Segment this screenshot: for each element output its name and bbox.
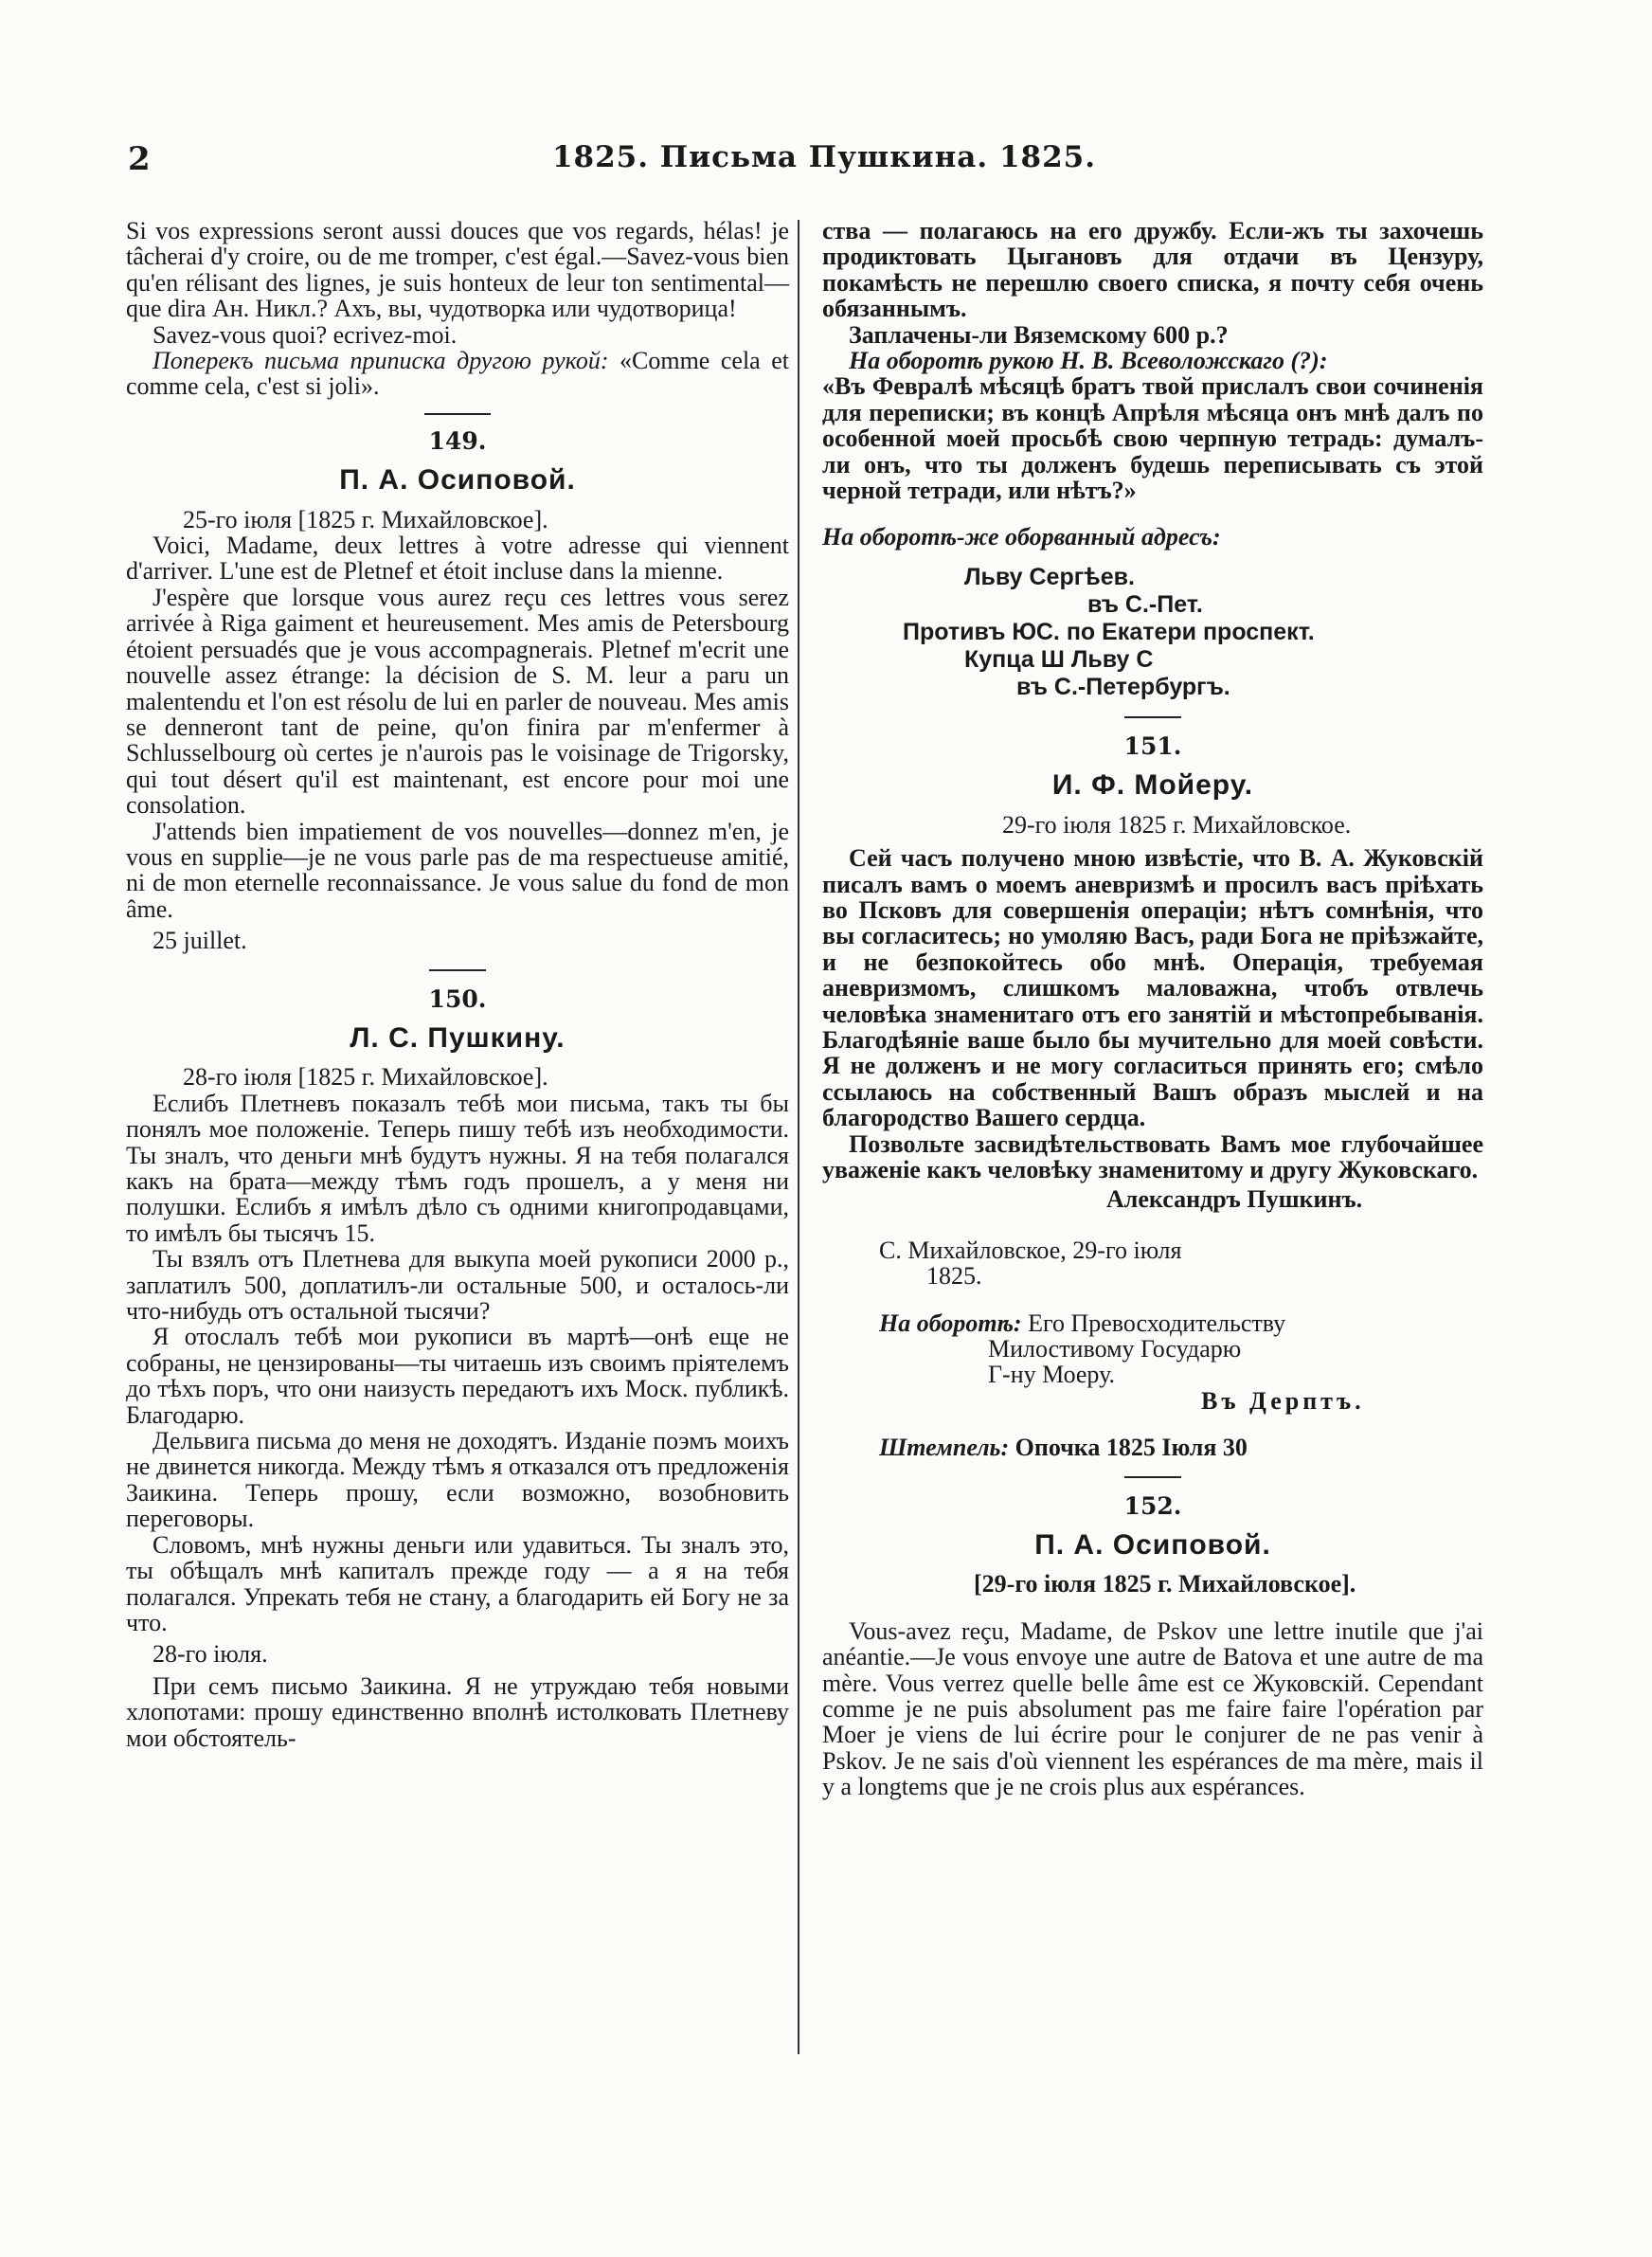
column-divider	[798, 220, 799, 2054]
letter-number: 150.	[428, 984, 487, 1013]
letter-signature: Александръ Пушкинъ.	[1106, 1185, 1363, 1214]
address-line: въ С.-Петербургъ.	[1016, 673, 1230, 700]
torn-address	[822, 564, 1483, 701]
letter-paragraph: Сей часъ получено мною извѣстіе, что В. А. Жуковскій писалъ вамъ о моемъ аневризмѣ и просилъ васъ пріѣхать во Псковъ для совершенія операціи; нѣтъ сомнѣнія, что вы согласитесь; но умоляю Васъ, ради Бога не пріѣзжайте, и не безпокойтесь обо мнѣ. Операція, требуемая аневризмомъ, слишкомъ маловажна, чтобъ отвлечь человѣка знаменитаго отъ его занятій и мѣстопребыванія. Благодѣяніе ваше было бы мучительно для моей совѣсти. Я не долженъ и не могу согласиться принять его; смѣло ссылаюсь на собственный Вашъ образъ мыслей и на благородство Вашего сердца.	[822, 844, 1483, 1132]
letter-number: 152.	[1123, 1491, 1182, 1520]
address-label: На оборотѣ:	[879, 1309, 1022, 1337]
letter-number: 151.	[1123, 731, 1182, 760]
letter-addressee: П. А. Осиповой.	[339, 464, 576, 497]
letter-paragraph: J'attends bien impatiement de vos nouvelles—donnez m'en, je vous en supplie—je ne vous parle pas de ma respectueuse amitié, ni de mon eternelle reconnaissance. Je vous salue du fond de mon âme.	[126, 817, 789, 923]
address-line: Льву Сергѣев.	[964, 563, 1135, 590]
address-line: въ С.-Пет.	[1087, 590, 1203, 618]
place-date: С. Михайловское, 29-го іюля	[879, 1236, 1182, 1264]
postmark-label: Штемпель:	[879, 1434, 1010, 1462]
letter-paragraph: Дельвига письма до меня не доходятъ. Изданіе поэмъ моихъ не двинется никогда. Между тѣмъ я отказался отъ предложенія Заикина. Теперь прошу, если возможно, возобновить переговоры.	[126, 1427, 789, 1533]
address-line: Купца Ш Льву С	[964, 645, 1154, 673]
address-line: Милостивому Государю	[988, 1335, 1242, 1363]
letter-151	[822, 733, 1483, 1461]
running-title: 1825. Письма Пушкина. 1825.	[551, 140, 1097, 174]
address-line: Въ Дерптъ.	[1201, 1386, 1365, 1415]
margin-note-text: «Въ Февралѣ мѣсяцѣ братъ твой прислалъ свои сочиненія для переписки; въ концѣ Апрѣля мѣсяца онъ мнѣ далъ по особенной моей просьбѣ свою черпную тетрадь: думалъ-ли онъ, что ты долженъ будешь переписывать съ этой черной тетради, или нѣтъ?»	[822, 372, 1483, 505]
letter-paragraph: Vous-avez reçu, Madame, de Pskov une lettre inutile que j'ai anéantie.—Je vous envoye une autre de Batova et une autre de ma mère. Vous verrez quelle belle âme est ce Жуковскій. Cependant comme je ne puis absolument pas me faire faire l'opération par Moer je viens de lui écrire pour le conjurer de ne pas venir à Pskov. Je ne sais d'où viennent les espérances de ma mère, mais il y a longtems que je ne crois plus aux espérances.	[822, 1616, 1483, 1801]
section-separator	[1124, 1476, 1181, 1478]
section-separator	[424, 413, 491, 415]
margin-note-label: Поперекъ письма приписка другою рукой:	[153, 347, 609, 375]
address-line: Его Превосходительству	[1028, 1309, 1286, 1337]
letter-paragraph: Еслибъ Плетневъ показалъ тебѣ мои письма, такъ ты бы понялъ мое положеніе. Теперь пишу тебѣ изъ необходимости. Ты зналъ, что деньги мнѣ будутъ нужны. Я на тебя полагался какъ на брата—между тѣмъ годъ прошелъ, а у меня ни полушки. Еслибъ я имѣлъ дѣло съ одними книгопродавцами, то имѣлъ бы тысячъ 15.	[126, 1089, 789, 1247]
right-column	[822, 218, 1483, 1800]
running-header	[128, 140, 1520, 188]
letter-paragraph: J'espère que lorsque vous aurez reçu ces lettres vous serez arrivée à Riga gaiment et heureusement. Mes amis de Petersbourg étoient persuadés que je vous accompagnerais. Pletnef m'ecrit une nouvelle assez étrange: la décision de S. M. leur a paru un malentendu et l'on est résolu de lui en parler de nouveau. Mes amis se denneront tant de peine, qu'on finira par m'enfermer à Schlusselbourg où certes je n'aurois pas le voisinage de Trigorsky, qui tout désert qu'il est maintenant, est encore pour moi une consolation.	[126, 583, 789, 820]
letter-paragraph: Я отослалъ тебѣ мои рукописи въ мартѣ—онѣ еще не собраны, не цензированы—ты читаешь изъ своимъ пріятелемъ до тѣхъ поръ, что они наизусть передаютъ ихъ Моск. публикѣ. Благодарю.	[126, 1323, 789, 1429]
postmark-text: Опочка 1825 Іюля 30	[1015, 1434, 1248, 1462]
address-line: Г-ну Моеру.	[988, 1361, 1115, 1389]
letter-paragraph: Ты взялъ отъ Плетнева для выкупа моей рукописи 2000 р., заплатилъ 500, доплатилъ-ли остальные 500, и осталось-ли что-нибудь отъ остальной тысячи?	[126, 1245, 789, 1326]
letter-addressee: И. Ф. Мойеру.	[1051, 769, 1254, 802]
letter-date: 25-го іюля [1825 г. Михайловское].	[183, 505, 548, 533]
continued-line: Savez-vous quoi? ecrivez-moi.	[153, 320, 458, 349]
letter-149	[126, 428, 789, 954]
envelope-address	[822, 1310, 1483, 1336]
letter-date: 28-го іюля.	[153, 1640, 268, 1669]
letter-date: 29-го іюля 1825 г. Михайловское.	[1002, 810, 1352, 839]
letter-paragraph: При семъ письмо Заикина. Я не утруждаю тебя новыми хлопотами: прошу единственно вполнѣ истолковать Плетневу мои обстоятель-	[126, 1671, 789, 1752]
margin-note	[126, 348, 789, 400]
letter-paragraph: Позвольте засвидѣтельствовать Вамъ мое глубочайшее уваженіе какъ человѣку знаменитому и другу Жуковскаго.	[822, 1129, 1483, 1183]
margin-note-text: «Comme cela et comme cela, c'est si joli».	[126, 347, 790, 401]
left-column	[126, 218, 789, 1751]
letter-addressee: П. А. Осиповой.	[1034, 1529, 1271, 1562]
address-label: На оборотѣ-же оборванный адресъ:	[822, 523, 1221, 551]
letter-date: 28-го іюля [1825 г. Михайловское].	[183, 1063, 548, 1092]
section-separator	[1124, 716, 1181, 718]
place-date: 1825.	[926, 1262, 982, 1291]
letter-number: 149.	[428, 426, 487, 455]
section-separator	[429, 969, 486, 971]
continued-paragraph: Si vos expressions seront aussi douces que vos regards, hélas! je tâcherai d'y croire, ou de me tromper, c'est égal.—Savez-vous bien qu'en rélisant des lignes, je suis honteux de leur ton sentimental—que dira Ан. Никл.? Ахъ, вы, чудотворка или чудотворица!	[126, 217, 789, 323]
letter-addressee: Л. С. Пушкину.	[350, 1021, 566, 1054]
letter-closing-date: 25 juillet.	[153, 927, 247, 955]
margin-note-label: На оборотѣ рукою Н. В. Всеволожскаго (?):	[849, 347, 1328, 375]
margin-note	[822, 348, 1483, 373]
letter-152	[822, 1493, 1483, 1800]
address-line: Противъ ЮС. по Екатери проспект.	[903, 618, 1315, 645]
letter-date: [29-го іюля 1825 г. Михайловское].	[974, 1570, 1356, 1598]
letter-paragraph: Словомъ, мнѣ нужны деньги или удавиться. Ты зналъ это, ты обѣщалъ мнѣ капиталъ прежде году — а я на тебя полагался. Упрекать тебя не стану, а благодарить ей Богу не за что.	[126, 1530, 789, 1636]
continued-paragraph: ства — полагаюсь на его дружбу. Если-жъ ты захочешь продиктовать Цыгановъ для отдачи въ Цензуру, покамѣсть не перешлю своего списка, я почту себя очень обязаннымъ.	[822, 217, 1483, 323]
letter-150	[126, 986, 789, 1751]
letter-paragraph: Voici, Madame, deux lettres à votre adresse qui viennent d'arriver. L'une est de Pletnef et étoit incluse dans la mienne.	[126, 532, 789, 586]
page-number: 2	[128, 140, 151, 178]
continued-line: Заплачены-ли Вяземскому 600 р.?	[849, 320, 1229, 349]
postmark	[822, 1435, 1483, 1460]
